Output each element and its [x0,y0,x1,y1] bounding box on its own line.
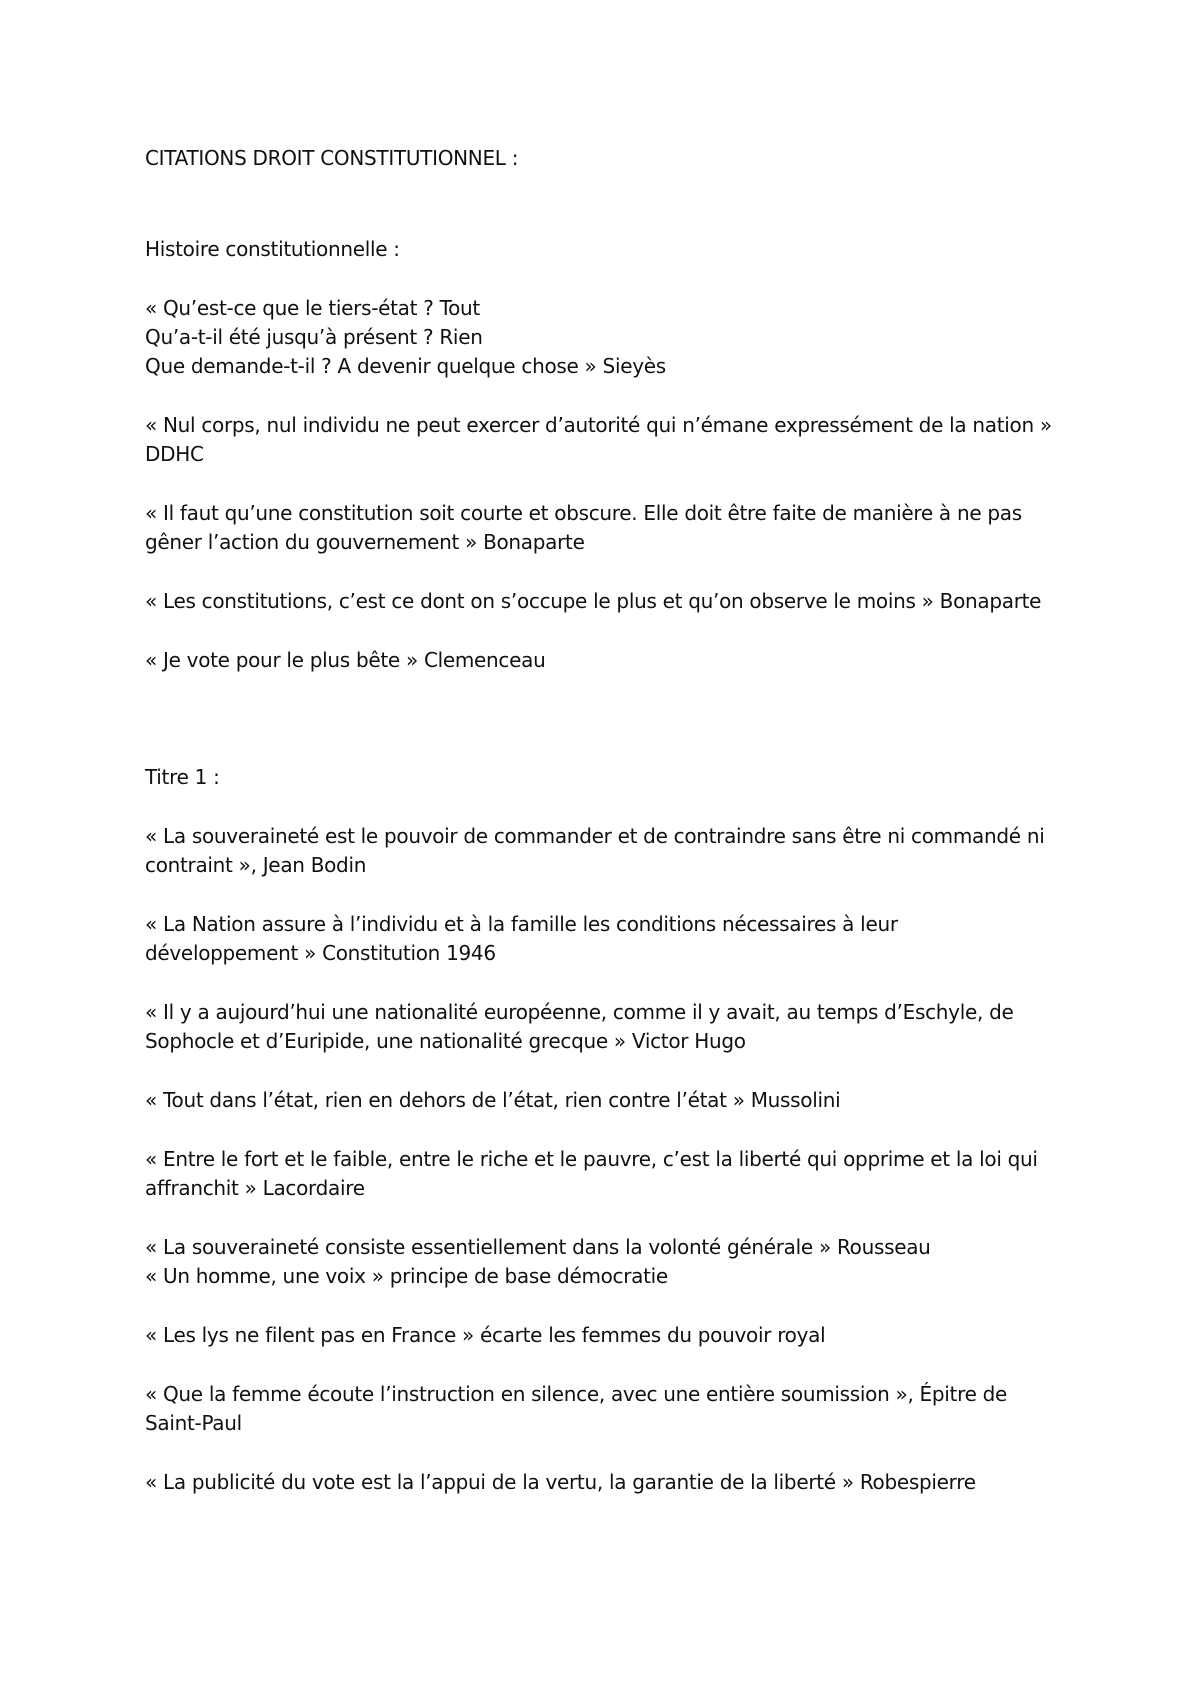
quote-line: Que demande-t-il ? A devenir quelque chose » Sieyès [145,354,666,378]
quote-line: « Il y a aujourd’hui une nationalité européenne, comme il y avait, au temps d’Eschyle, de [145,1000,1014,1024]
quote-block [145,294,1075,381]
quote-block [145,411,1075,469]
quote-line: « Les constitutions, c’est ce dont on s’occupe le plus et qu’on observe le moins » Bonaparte [145,589,1042,613]
quote-line: affranchit » Lacordaire [145,1176,365,1200]
document-title: CITATIONS DROIT CONSTITUTIONNEL : [145,146,519,170]
quote-line: « Il faut qu’une constitution soit courte et obscure. Elle doit être faite de manière à ne pas [145,501,1022,525]
quote-line: « Entre le fort et le faible, entre le riche et le pauvre, c’est la liberté qui opprime et la loi qui [145,1147,1038,1171]
quote-line: contraint », Jean Bodin [145,853,367,877]
quote-line: DDHC [145,442,204,466]
quote-line: « La Nation assure à l’individu et à la famille les conditions nécessaires à leur [145,912,898,936]
quote-block [145,1145,1075,1203]
quote-block [145,910,1075,968]
quote-block [145,499,1075,557]
quote-block [145,1321,1075,1350]
quote-line: « Je vote pour le plus bête » Clemenceau [145,648,546,672]
quote-line: « La publicité du vote est la l’appui de la vertu, la garantie de la liberté » Robespierre [145,1470,976,1494]
quote-line: « Tout dans l’état, rien en dehors de l’état, rien contre l’état » Mussolini [145,1088,841,1112]
quote-block [145,822,1075,880]
quote-line: développement » Constitution 1946 [145,941,496,965]
quote-line: « Les lys ne filent pas en France » écarte les femmes du pouvoir royal [145,1323,826,1347]
quote-block [145,1233,1075,1291]
quote-line: « Un homme, une voix » principe de base démocratie [145,1264,668,1288]
section-histoire [145,235,1075,675]
quote-block [145,1086,1075,1115]
quote-line: gêner l’action du gouvernement » Bonaparte [145,530,585,554]
quote-line: « Que la femme écoute l’instruction en silence, avec une entière soumission », Épitre de [145,1382,1008,1406]
document-body [145,144,1075,1527]
section-titre-1 [145,763,1075,1497]
quote-line: « La souveraineté consiste essentiellement dans la volonté générale » Rousseau [145,1235,931,1259]
quote-block [145,587,1075,616]
quote-block [145,646,1075,675]
quote-line: « Qu’est-ce que le tiers-état ? Tout [145,296,480,320]
section-heading: Histoire constitutionnelle : [145,237,400,261]
quote-block [145,1380,1075,1438]
quote-line: « La souveraineté est le pouvoir de commander et de contraindre sans être ni commandé ni [145,824,1045,848]
quote-line: Saint-Paul [145,1411,242,1435]
quote-line: Qu’a-t-il été jusqu’à présent ? Rien [145,325,483,349]
quote-block [145,1468,1075,1497]
quote-line: « Nul corps, nul individu ne peut exercer d’autorité qui n’émane expressément de la nation » [145,413,1052,437]
quote-block [145,998,1075,1056]
quote-line: Sophocle et d’Euripide, une nationalité grecque » Victor Hugo [145,1029,746,1053]
section-heading: Titre 1 : [145,765,220,789]
